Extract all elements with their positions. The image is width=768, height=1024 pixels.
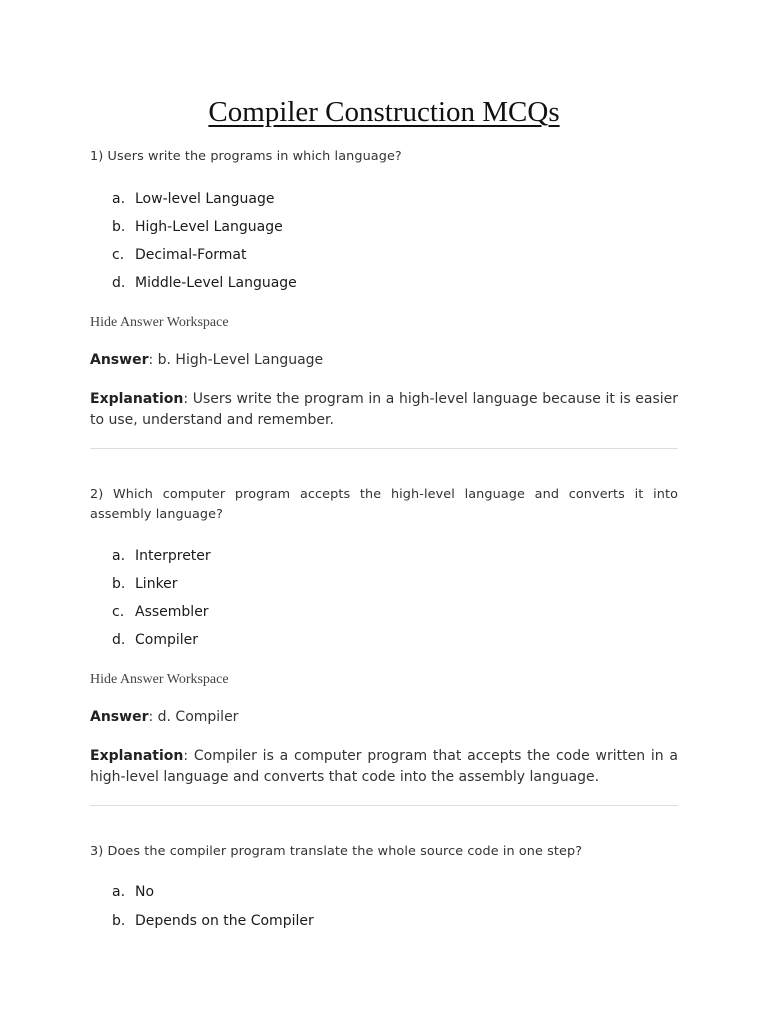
option-text: Decimal-Format bbox=[135, 247, 247, 263]
option-letter: d. bbox=[112, 632, 126, 648]
option-text: Compiler bbox=[135, 632, 199, 648]
answer-label: Answer bbox=[90, 352, 149, 368]
option-letter: b. bbox=[112, 219, 126, 235]
option-text: Linker bbox=[135, 576, 178, 592]
page-title: Compiler Construction MCQs bbox=[208, 96, 560, 128]
option-letter: a. bbox=[112, 548, 126, 564]
question-text: 1) Users write the programs in which language? bbox=[90, 149, 402, 164]
option-letter: c. bbox=[112, 604, 125, 620]
option-item bbox=[112, 882, 154, 902]
option-letter: c. bbox=[112, 247, 125, 263]
option-item bbox=[112, 574, 178, 594]
option-item bbox=[112, 630, 198, 650]
option-letter: a. bbox=[112, 884, 126, 900]
option-text: Interpreter bbox=[135, 548, 211, 564]
answer-line: Answer: b. High-Level Language bbox=[90, 352, 324, 368]
answer-value: b. High-Level Language bbox=[157, 352, 324, 368]
option-item bbox=[112, 217, 283, 237]
explanation-text: Explanation: Compiler is a computer program that accepts the code written in a high-level language and converts that code into the assembly language. bbox=[90, 748, 678, 785]
divider bbox=[90, 448, 678, 449]
question-text: 2) Which computer program accepts the high-level language and converts it into assembly language? bbox=[90, 487, 678, 522]
question-block bbox=[90, 842, 678, 862]
option-letter: b. bbox=[112, 576, 126, 592]
option-item bbox=[112, 245, 246, 265]
option-item bbox=[112, 602, 209, 622]
option-text: No bbox=[135, 884, 155, 900]
hide-answer-toggle[interactable]: Hide Answer Workspace bbox=[90, 315, 229, 330]
explanation-label: Explanation bbox=[90, 391, 184, 407]
answer-label: Answer bbox=[90, 709, 149, 725]
explanation-value: Compiler is a computer program that accepts the code written in a high-level language and converts that code into the assembly language. bbox=[90, 748, 678, 785]
answer-line: Answer: d. Compiler bbox=[90, 709, 239, 725]
question-block bbox=[90, 485, 678, 525]
answer-value: d. Compiler bbox=[157, 709, 239, 725]
option-letter: b. bbox=[112, 913, 126, 929]
explanation-label: Explanation bbox=[90, 748, 184, 764]
hide-answer-toggle[interactable]: Hide Answer Workspace bbox=[90, 672, 229, 687]
option-item bbox=[112, 546, 211, 566]
option-item bbox=[112, 189, 274, 209]
option-text: Depends on the Compiler bbox=[135, 913, 314, 929]
explanation-value: Users write the program in a high-level language because it is easier to use, understand and remember. bbox=[90, 391, 679, 428]
option-text: Assembler bbox=[135, 604, 209, 620]
option-item bbox=[112, 911, 314, 931]
option-text: High-Level Language bbox=[135, 219, 283, 235]
question-text: 3) Does the compiler program translate the whole source code in one step? bbox=[90, 844, 583, 859]
question-block bbox=[90, 147, 678, 167]
option-letter: a. bbox=[112, 191, 126, 207]
option-text: Middle-Level Language bbox=[135, 275, 297, 291]
option-item bbox=[112, 273, 297, 293]
option-letter: d. bbox=[112, 275, 126, 291]
explanation-text: Explanation: Users write the program in a high-level language because it is easier to use, understand and remember. bbox=[90, 391, 679, 428]
divider bbox=[90, 805, 678, 806]
option-text: Low-level Language bbox=[135, 191, 275, 207]
